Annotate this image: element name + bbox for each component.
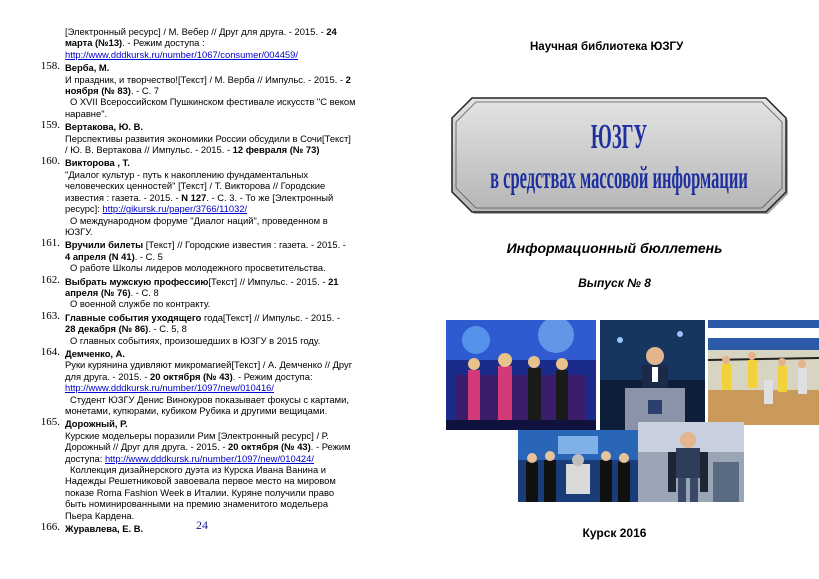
text: Пьера Кардена. xyxy=(65,509,135,521)
entry-line xyxy=(65,430,370,441)
text: наравне". xyxy=(65,107,108,119)
url-link[interactable]: http://www.dddkursk.ru/number/1097/new/010416/ xyxy=(65,382,274,394)
bibliography-entry xyxy=(30,418,370,521)
text: О работе Школы лидеров молодежного просветительства. xyxy=(70,262,326,274)
bibliography-entry xyxy=(30,121,370,155)
entry-line xyxy=(65,487,370,498)
text: известия : газета. - 2015. - xyxy=(65,191,182,203)
entry-line xyxy=(65,371,370,382)
text: О главных событиях, произошедших в ЮЗГУ в 2015 году. xyxy=(70,334,321,346)
entry-line xyxy=(65,26,370,37)
text: . - С. 7 xyxy=(130,85,160,97)
text: . - С. 3. - То же [Электронный xyxy=(206,191,334,203)
text: для друга. - 2015. - xyxy=(65,370,151,382)
text: Руки курянина удивляют микромагией[Текст] / А. Демченко // Друг xyxy=(65,359,353,371)
bold-text: Викторова , Т. xyxy=(65,157,130,169)
entry-line xyxy=(65,323,370,334)
title-banner xyxy=(450,96,788,214)
banner-title: ЮЗГУ xyxy=(590,116,648,156)
bold-text: Вертакова, Ю. В. xyxy=(65,121,144,133)
text: показе Roma Fashion Week в Италии. Куряне получили право xyxy=(65,486,335,498)
text: монетами, купюрами, кубиком Рубика и другими вещицами. xyxy=(65,405,328,416)
entry-line xyxy=(65,348,370,359)
photo-stage-performance xyxy=(446,320,596,430)
text: Дорожный // Друг для друга. - 2015. - xyxy=(65,441,229,453)
bibliography-entry xyxy=(30,26,370,60)
entry-number: 162. xyxy=(40,273,60,286)
text: ресурс]: xyxy=(65,203,103,215)
city-year: Курск 2016 xyxy=(582,526,647,540)
bold-text: ноября (№ 83) xyxy=(65,85,131,97)
bold-text: апреля (№ 76) xyxy=(65,286,131,298)
bold-text: 20 октября (№ 43) xyxy=(228,441,311,453)
entry-line xyxy=(65,157,370,168)
entry-line xyxy=(65,441,370,452)
entry-line xyxy=(65,335,370,346)
entry-line xyxy=(65,405,370,416)
entry-line xyxy=(65,298,370,309)
entry-line xyxy=(65,523,370,534)
entry-line xyxy=(65,359,370,370)
entry-number: 159. xyxy=(40,119,60,132)
entry-line xyxy=(65,287,370,298)
text: быть номинированными на премию знаменитого модельера xyxy=(65,498,329,510)
bold-text: 20 октября (№ 43) xyxy=(150,370,233,382)
text: . - С. 8 xyxy=(130,286,159,298)
entry-number: 158. xyxy=(40,60,60,73)
text: . - С. 5 xyxy=(134,250,163,262)
bibliography-list xyxy=(30,26,370,536)
bulletin-label: Информационный бюллетень xyxy=(506,240,723,256)
bibliography-entry xyxy=(30,62,370,119)
url-link[interactable]: http://www.dddkursk.ru/number/1097/new/010424/ xyxy=(104,452,314,464)
bibliography-entry xyxy=(30,157,370,237)
entry-number: 165. xyxy=(40,416,60,429)
text: О военной службе по контракту. xyxy=(70,298,211,310)
text: / Ю. В. Вертакова // Импульс. - 2015. - xyxy=(65,144,233,156)
url-link[interactable]: http://www.dddkursk.ru/number/1067/consumer/004459/ xyxy=(65,48,298,60)
entry-line xyxy=(65,394,370,405)
text: И праздник, и творчество![Текст] / М. Верба // Импульс. - 2015. - xyxy=(65,73,346,85)
text: Студент ЮЗГУ Денис Винокуров показывает фокусы с картами, xyxy=(70,393,349,405)
entry-line xyxy=(65,475,370,486)
bold-text: 2 xyxy=(345,73,351,85)
entry-number: 164. xyxy=(40,345,60,358)
photo-volleyball xyxy=(708,320,819,425)
entry-line xyxy=(65,215,370,226)
bold-text: марта (№13) xyxy=(65,37,123,49)
text: Надежды Решетниковой завоевала первое место на мировом xyxy=(65,475,336,487)
bibliography-entry xyxy=(30,239,370,273)
entry-line xyxy=(65,74,370,85)
photo-group-robot xyxy=(518,430,638,502)
bold-text: 4 апреля (N 41) xyxy=(65,250,135,262)
entry-number: 161. xyxy=(40,237,60,250)
entry-line xyxy=(65,121,370,132)
entry-line xyxy=(65,382,370,393)
text: доступа: xyxy=(65,452,105,464)
text: . - Режим доступа: xyxy=(232,370,313,382)
entry-line xyxy=(65,276,370,287)
text: [Текст] // Городские известия : газета. - 2015. - xyxy=(143,239,346,251)
bold-text: 28 декабря (№ 86) xyxy=(65,323,149,335)
entry-line xyxy=(65,498,370,509)
issue-number: Выпуск № 8 xyxy=(578,276,651,290)
entry-line xyxy=(65,96,370,107)
photo-speaker-podium xyxy=(600,320,705,430)
bold-text: 24 xyxy=(326,26,337,37)
entry-line xyxy=(65,226,370,237)
text: Курские модельеры поразили Рим [Электронный ресурс] / Р. xyxy=(65,429,329,441)
entry-line xyxy=(65,192,370,203)
entry-line xyxy=(65,180,370,191)
entry-line xyxy=(65,62,370,73)
page-number: 24 xyxy=(196,518,208,532)
entry-line xyxy=(65,239,370,250)
text: . - С. 5, 8 xyxy=(148,323,187,335)
text: "Диалог культур - путь к накоплению фундаментальных xyxy=(65,168,309,180)
bold-text: N 127 xyxy=(181,191,207,203)
entry-line xyxy=(65,262,370,273)
photo-exoskeleton xyxy=(638,422,744,502)
banner-subtitle: в средствах массовой информации xyxy=(490,161,748,196)
entry-line xyxy=(65,133,370,144)
entry-number: 166. xyxy=(40,521,60,534)
bibliography-entry xyxy=(30,309,370,346)
text: . - Режим xyxy=(310,441,351,453)
text: человеческих ценностей" [Текст] / Т. Викторова // Городские xyxy=(65,180,326,192)
right-page xyxy=(410,0,819,579)
text: О XVII Всероссийском Пушкинском фестивале искусств "С веком xyxy=(70,96,356,108)
entry-line xyxy=(65,464,370,475)
text: Коллекция дизайнерского дуэта из Курска Ивана Ванина и xyxy=(70,464,326,476)
library-name: Научная библиотека ЮЗГУ xyxy=(530,41,684,53)
entry-line xyxy=(65,169,370,180)
bold-text: Верба, М. xyxy=(65,62,110,74)
entry-line xyxy=(65,37,370,48)
bold-text: Демченко, А. xyxy=(65,347,126,359)
bibliography-entry xyxy=(30,345,370,416)
bibliography-entry xyxy=(30,273,370,310)
entry-line xyxy=(65,510,370,521)
text: О международном форуме "Диалог наций", проведенном в xyxy=(70,214,328,226)
entry-line xyxy=(65,453,370,464)
entry-line xyxy=(65,312,370,323)
entry-number: 163. xyxy=(40,309,60,322)
text: ЮЗГУ. xyxy=(65,225,93,237)
entry-line xyxy=(65,144,370,155)
text: . - Режим доступа : xyxy=(122,37,205,49)
text: [Электронный ресурс] / М. Вебер // Друг для друга. - 2015. - xyxy=(65,26,327,37)
bold-text: Журавлева, Е. В. xyxy=(65,523,144,535)
entry-line xyxy=(65,418,370,429)
entry-line xyxy=(65,108,370,119)
url-link[interactable]: http://gikursk.ru/paper/3766/11032/ xyxy=(102,203,248,215)
bold-text: 12 февраля (№ 73) xyxy=(232,144,320,156)
entry-number: 160. xyxy=(40,155,60,168)
entry-line xyxy=(65,49,370,60)
bold-text: Выбрать мужскую профессию xyxy=(65,275,209,287)
bold-text: Дорожный, Р. xyxy=(65,418,128,430)
text: [Текст] // Импульс. - 2015. - xyxy=(208,275,329,287)
text: Перспективы развития экономики России обсудили в Сочи[Текст] xyxy=(65,132,351,144)
bold-text: Главные события уходящего xyxy=(65,311,202,323)
bold-text: 21 xyxy=(328,275,339,287)
bold-text: Вручили билеты xyxy=(65,239,144,251)
entry-line xyxy=(65,251,370,262)
entry-line xyxy=(65,203,370,214)
entry-line xyxy=(65,85,370,96)
text: года[Текст] // Импульс. - 2015. - xyxy=(201,311,341,323)
